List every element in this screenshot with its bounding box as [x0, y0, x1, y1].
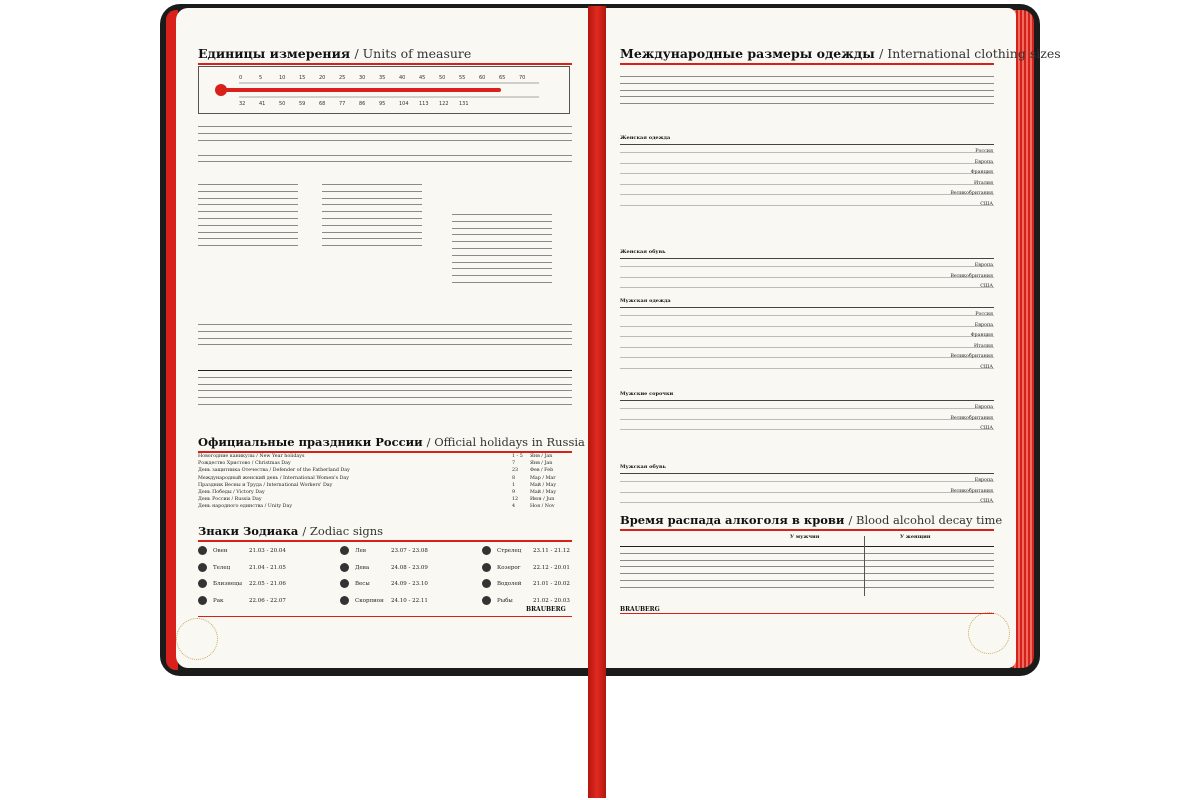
- svg-text:86: 86: [359, 101, 366, 107]
- country-label: США: [980, 426, 993, 431]
- svg-text:70: 70: [519, 75, 526, 81]
- holiday-month: Ноя / Nov: [530, 504, 555, 510]
- zodiac-sign: [198, 546, 286, 555]
- zodiac-sign: [482, 579, 570, 588]
- zodiac-icon: [482, 596, 491, 605]
- holiday-date: 1 - 5: [512, 454, 523, 459]
- zodiac-name: Козерог: [497, 564, 521, 571]
- alcohol-table-divider: [864, 536, 865, 596]
- svg-text:20: 20: [319, 75, 326, 81]
- holiday-date: 9: [512, 490, 516, 495]
- country-label: Европа: [974, 405, 993, 410]
- holiday-month: Мар / Mar: [530, 475, 556, 481]
- zodiac-dates: 23.07 - 23.08: [391, 548, 428, 554]
- zodiac-dates: 21.02 - 20.03: [533, 597, 570, 604]
- zodiac-icon: [482, 546, 491, 555]
- zodiac-icon: [340, 563, 349, 572]
- clothing-title: Международные размеры одежды / International clothing sizes: [620, 46, 1061, 61]
- zodiac-sign: [482, 546, 570, 555]
- zodiac-icon: [198, 546, 207, 555]
- page-corner-ornament-right: [968, 612, 1010, 654]
- svg-text:15: 15: [299, 75, 306, 81]
- holiday-month: Май / May: [530, 490, 557, 495]
- clothing-subsection-title: Мужская обувь: [620, 464, 666, 470]
- holiday-date: 12: [512, 497, 519, 503]
- country-label: Франция: [970, 170, 993, 175]
- svg-text:131: 131: [459, 101, 469, 107]
- area-table: [322, 184, 422, 252]
- clothing-subsection-title: Женская обувь: [620, 249, 666, 255]
- zodiac-icon: [198, 563, 207, 572]
- alcohol-decay-table: [620, 546, 994, 594]
- zodiac-dates: 21.03 - 20.04: [249, 548, 286, 554]
- zodiac-icon: [340, 579, 349, 588]
- svg-text:60: 60: [479, 75, 486, 81]
- country-label: Франция: [970, 333, 993, 338]
- holiday-name: Международный женский день / International Women's Day: [198, 475, 350, 481]
- svg-text:35: 35: [379, 75, 386, 81]
- country-label: Великобритания: [950, 488, 993, 494]
- zodiac-icon: [198, 596, 207, 605]
- subsection-rule: [620, 144, 994, 145]
- country-label: Европа: [974, 159, 993, 165]
- zodiac-title: Знаки Зодиака / Zodiac signs: [198, 524, 384, 538]
- country-label: Европа: [974, 263, 993, 268]
- country-label: Европа: [974, 322, 993, 328]
- holiday-date: 1: [512, 482, 516, 488]
- clothing-title-underline: [620, 63, 994, 65]
- holiday-name: Новогодние каникулы / New Year holidays: [198, 454, 305, 459]
- zodiac-sign: [198, 579, 286, 588]
- country-label: Великобритания: [950, 354, 993, 359]
- zodiac-icon: [340, 596, 349, 605]
- svg-text:59: 59: [299, 101, 306, 107]
- zodiac-dates: 21.04 - 21.05: [249, 564, 286, 571]
- svg-text:32: 32: [239, 101, 246, 107]
- units-title-underline: [198, 63, 572, 65]
- subsection-rule: [620, 473, 994, 474]
- thermometer-graphic: [199, 67, 569, 113]
- zodiac-name: Стрелец: [497, 548, 522, 554]
- holiday-name: День народного единства / Unity Day: [198, 504, 293, 510]
- svg-text:5: 5: [259, 75, 263, 81]
- svg-text:68: 68: [319, 101, 326, 107]
- zodiac-sign: [340, 579, 428, 588]
- clothing-subsection-title: Женская одежда: [620, 135, 671, 141]
- zodiac-dates: 21.01 - 20.02: [533, 581, 570, 587]
- alcohol-title-underline: [620, 529, 994, 531]
- zodiac-dates: 22.05 - 21.06: [249, 581, 286, 587]
- holiday-name: Рождество Христово / Christmas Day: [198, 461, 291, 467]
- zodiac-sign: [198, 596, 286, 605]
- holiday-name: День России / Russia Day: [198, 497, 262, 503]
- svg-text:41: 41: [259, 101, 266, 107]
- country-label: Великобритания: [950, 191, 993, 196]
- country-label: Европа: [974, 478, 993, 483]
- holiday-month: Фев / Feb: [530, 468, 554, 474]
- zodiac-title-underline: [198, 540, 572, 542]
- zodiac-name: Рак: [213, 597, 224, 604]
- svg-text:0: 0: [239, 75, 243, 81]
- zodiac-dates: 24.08 - 23.09: [391, 564, 428, 571]
- alcohol-measures-table: [198, 324, 572, 351]
- zodiac-dates: 22.06 - 22.07: [249, 597, 286, 604]
- holiday-date: 23: [512, 468, 519, 474]
- zodiac-dates: 22.12 - 20.01: [533, 564, 570, 571]
- zodiac-icon: [198, 579, 207, 588]
- svg-text:45: 45: [419, 75, 426, 81]
- zodiac-sign: [340, 596, 428, 605]
- zodiac-icon: [482, 563, 491, 572]
- zodiac-name: Лев: [355, 548, 366, 554]
- brand-logo-left: BRAUBERG: [526, 606, 566, 613]
- zodiac-dates: 23.11 - 21.12: [533, 548, 570, 554]
- svg-text:50: 50: [439, 75, 446, 81]
- zodiac-sign: [198, 563, 286, 572]
- country-label: Великобритания: [950, 273, 993, 279]
- bookmark-ribbon: [588, 6, 606, 798]
- svg-text:104: 104: [399, 101, 409, 107]
- holiday-month: Май / May: [530, 482, 557, 488]
- country-label: США: [980, 364, 993, 370]
- zodiac-icon: [340, 546, 349, 555]
- holidays-title-underline: [198, 451, 572, 453]
- thermometer-scale: [198, 66, 570, 114]
- svg-text:77: 77: [339, 101, 346, 107]
- clothing-subsection-title: Мужская одежда: [620, 298, 671, 304]
- holidays-title: Официальные праздники России / Official holidays in Russia: [198, 435, 585, 449]
- length-table: [198, 184, 298, 252]
- zodiac-name: Водолей: [497, 581, 522, 587]
- zodiac-name: Телец: [213, 564, 231, 571]
- holiday-month: Янв / Jan: [530, 454, 553, 459]
- zodiac-sign: [482, 596, 570, 605]
- subsection-rule: [620, 258, 994, 259]
- zodiac-name: Весы: [355, 581, 370, 587]
- alcohol-title: Время распада алкоголя в крови / Blood alcohol decay time: [620, 513, 1003, 527]
- svg-text:40: 40: [399, 75, 406, 81]
- holiday-month: Июн / Jun: [530, 497, 555, 503]
- svg-text:50: 50: [279, 101, 286, 107]
- holiday-date: 4: [512, 504, 516, 510]
- svg-text:55: 55: [459, 75, 466, 81]
- country-label: Италия: [974, 343, 993, 349]
- zodiac-name: Скорпион: [355, 597, 384, 604]
- country-label: Россия: [975, 312, 993, 317]
- country-label: Италия: [974, 180, 993, 186]
- svg-text:65: 65: [499, 75, 506, 81]
- zodiac-sign: [340, 563, 428, 572]
- right-footer-line: [620, 613, 994, 614]
- brand-logo-right: BRAUBERG: [620, 606, 660, 613]
- holiday-name: День защитника Отечества / Defender of the Fatherland Day: [198, 468, 350, 474]
- country-label: Россия: [975, 149, 993, 154]
- country-label: США: [980, 499, 993, 504]
- alcohol-women-header: У женщин: [900, 534, 931, 540]
- subsection-rule: [620, 400, 994, 401]
- holiday-name: День Победы / Victory Day: [198, 490, 265, 495]
- clothing-subsection-title: Мужские сорочки: [620, 391, 674, 397]
- zodiac-sign: [340, 546, 428, 555]
- paper-sizes-table: [198, 370, 572, 411]
- country-label: США: [980, 201, 993, 207]
- subsection-rule: [620, 307, 994, 308]
- holiday-date: 8: [512, 475, 516, 481]
- units-conversion-rows: [198, 126, 572, 168]
- svg-text:25: 25: [339, 75, 346, 81]
- zodiac-sign: [482, 563, 570, 572]
- prefix-table: [452, 214, 552, 289]
- zodiac-name: Дева: [355, 564, 370, 571]
- holiday-month: Янв / Jan: [530, 461, 553, 467]
- size-markings-table: [620, 76, 994, 110]
- page-corner-ornament-left: [176, 618, 218, 660]
- svg-text:122: 122: [439, 101, 449, 107]
- svg-text:30: 30: [359, 75, 366, 81]
- zodiac-name: Овен: [213, 548, 228, 554]
- svg-text:10: 10: [279, 75, 286, 81]
- country-label: США: [980, 284, 993, 289]
- zodiac-dates: 24.10 - 22.11: [391, 597, 428, 604]
- holiday-date: 7: [512, 461, 516, 467]
- alcohol-men-header: У мужчин: [790, 534, 820, 540]
- zodiac-dates: 24.09 - 23.10: [391, 581, 428, 587]
- zodiac-name: Близнецы: [213, 581, 243, 587]
- holiday-name: Праздник Весны и Труда / International Workers' Day: [198, 482, 333, 488]
- country-label: Великобритания: [950, 415, 993, 421]
- left-footer-line: [198, 616, 572, 617]
- svg-text:95: 95: [379, 101, 386, 107]
- zodiac-icon: [482, 579, 491, 588]
- svg-text:113: 113: [419, 101, 429, 107]
- units-title: Единицы измерения / Units of measure: [198, 46, 472, 61]
- zodiac-name: Рыбы: [497, 597, 513, 604]
